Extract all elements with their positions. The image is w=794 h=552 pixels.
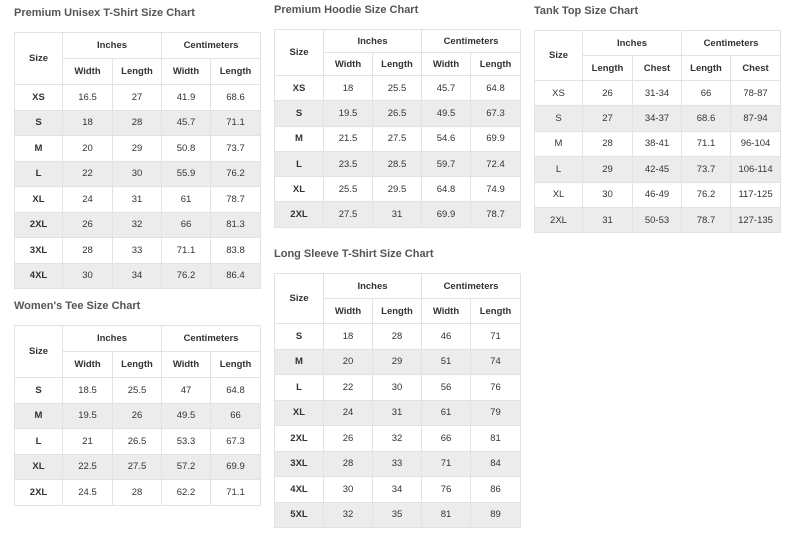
measurement-cell: 18.5 xyxy=(63,378,113,404)
measurement-cell: 25.5 xyxy=(113,378,162,404)
table-row xyxy=(535,81,781,106)
table-row xyxy=(15,85,261,111)
measurement-cell: 49.5 xyxy=(162,403,211,429)
measurement-cell: 61 xyxy=(422,400,471,426)
table-row xyxy=(15,238,261,264)
table-row xyxy=(15,187,261,213)
size-cell: 5XL xyxy=(275,502,324,528)
measurement-cell: 26.5 xyxy=(113,429,162,455)
column-header: Width xyxy=(422,299,471,324)
measurement-cell: 26 xyxy=(113,403,162,429)
measurement-cell: 24.5 xyxy=(63,480,113,506)
table-row xyxy=(15,403,261,429)
size-cell: XS xyxy=(275,76,324,101)
unit-group-header: Inches xyxy=(63,326,162,352)
table-row xyxy=(15,136,261,162)
measurement-cell: 54.6 xyxy=(422,126,471,151)
column-header: Width xyxy=(422,53,471,76)
measurement-cell: 25.5 xyxy=(373,76,422,101)
measurement-cell: 55.9 xyxy=(162,161,211,187)
measurement-cell: 106-114 xyxy=(731,157,781,182)
header-row-groups xyxy=(275,274,521,299)
measurement-cell: 26.5 xyxy=(373,101,422,126)
measurement-cell: 66 xyxy=(211,403,261,429)
size-table xyxy=(14,325,261,506)
measurement-cell: 66 xyxy=(162,212,211,238)
measurement-cell: 28.5 xyxy=(373,151,422,176)
measurement-cell: 67.3 xyxy=(211,429,261,455)
column-header: Width xyxy=(324,53,373,76)
measurement-cell: 30 xyxy=(324,477,373,503)
size-cell: S xyxy=(275,101,324,126)
measurement-cell: 67.3 xyxy=(471,101,521,126)
measurement-cell: 24 xyxy=(63,187,113,213)
table-row xyxy=(15,212,261,238)
measurement-cell: 78.7 xyxy=(682,207,731,232)
measurement-cell: 127-135 xyxy=(731,207,781,232)
measurement-cell: 29.5 xyxy=(373,177,422,202)
measurement-cell: 27.5 xyxy=(373,126,422,151)
measurement-cell: 27 xyxy=(583,106,633,131)
table-row xyxy=(275,126,521,151)
size-header: Size xyxy=(535,31,583,81)
measurement-cell: 50-53 xyxy=(633,207,682,232)
measurement-cell: 31 xyxy=(113,187,162,213)
measurement-cell: 25.5 xyxy=(324,177,373,202)
measurement-cell: 73.7 xyxy=(682,157,731,182)
measurement-cell: 31 xyxy=(373,202,422,227)
measurement-cell: 47 xyxy=(162,378,211,404)
table-row xyxy=(275,375,521,401)
size-cell: S xyxy=(535,106,583,131)
header-row-groups xyxy=(275,30,521,53)
measurement-cell: 74 xyxy=(471,349,521,375)
measurement-cell: 69.9 xyxy=(211,454,261,480)
measurement-cell: 46 xyxy=(422,324,471,350)
column-header: Length xyxy=(583,56,633,81)
column-header: Length xyxy=(471,53,521,76)
size-cell: XL xyxy=(15,187,63,213)
size-cell: XL xyxy=(275,177,324,202)
column-header: Width xyxy=(162,352,211,378)
measurement-cell: 64.8 xyxy=(422,177,471,202)
table-row xyxy=(275,502,521,528)
size-cell: S xyxy=(15,110,63,136)
size-cell: 3XL xyxy=(15,238,63,264)
column-header: Length xyxy=(682,56,731,81)
measurement-cell: 34-37 xyxy=(633,106,682,131)
column-header: Width xyxy=(63,59,113,85)
table-row xyxy=(275,202,521,227)
measurement-cell: 53.3 xyxy=(162,429,211,455)
premium-unisex-size-chart xyxy=(14,6,261,289)
size-cell: 2XL xyxy=(15,480,63,506)
measurement-cell: 117-125 xyxy=(731,182,781,207)
size-cell: 2XL xyxy=(275,426,324,452)
measurement-cell: 76.2 xyxy=(162,263,211,289)
womens-tee-size-chart xyxy=(14,299,261,506)
measurement-cell: 34 xyxy=(373,477,422,503)
size-header: Size xyxy=(15,326,63,378)
measurement-cell: 18 xyxy=(63,110,113,136)
unit-group-header: Centimeters xyxy=(422,30,521,53)
chart-title: Women's Tee Size Chart xyxy=(14,300,141,312)
measurement-cell: 22 xyxy=(63,161,113,187)
measurement-cell: 28 xyxy=(583,131,633,156)
measurement-cell: 71.1 xyxy=(162,238,211,264)
measurement-cell: 30 xyxy=(583,182,633,207)
size-cell: S xyxy=(275,324,324,350)
size-cell: M xyxy=(275,126,324,151)
unit-group-header: Centimeters xyxy=(682,31,781,56)
unit-group-header: Inches xyxy=(324,30,422,53)
measurement-cell: 45.7 xyxy=(162,110,211,136)
size-header: Size xyxy=(275,30,324,76)
table-row xyxy=(275,477,521,503)
long-sleeve-size-chart xyxy=(274,247,521,528)
premium-hoodie-size-chart xyxy=(274,3,521,228)
size-cell: XL xyxy=(275,400,324,426)
measurement-cell: 96-104 xyxy=(731,131,781,156)
measurement-cell: 72.4 xyxy=(471,151,521,176)
measurement-cell: 76 xyxy=(471,375,521,401)
table-row xyxy=(275,349,521,375)
size-cell: XS xyxy=(535,81,583,106)
size-cell: S xyxy=(15,378,63,404)
measurement-cell: 29 xyxy=(583,157,633,182)
measurement-cell: 49.5 xyxy=(422,101,471,126)
column-header: Length xyxy=(211,59,261,85)
measurement-cell: 22 xyxy=(324,375,373,401)
table-row xyxy=(275,426,521,452)
measurement-cell: 46-49 xyxy=(633,182,682,207)
column-header: Chest xyxy=(731,56,781,81)
size-cell: XL xyxy=(15,454,63,480)
measurement-cell: 31 xyxy=(583,207,633,232)
size-cell: M xyxy=(15,403,63,429)
table-row xyxy=(535,106,781,131)
size-cell: L xyxy=(15,429,63,455)
measurement-cell: 68.6 xyxy=(682,106,731,131)
measurement-cell: 76.2 xyxy=(211,161,261,187)
measurement-cell: 31 xyxy=(373,400,422,426)
size-cell: M xyxy=(15,136,63,162)
size-table xyxy=(274,273,521,528)
measurement-cell: 84 xyxy=(471,451,521,477)
table-row xyxy=(15,454,261,480)
unit-group-header: Centimeters xyxy=(422,274,521,299)
measurement-cell: 35 xyxy=(373,502,422,528)
measurement-cell: 32 xyxy=(373,426,422,452)
measurement-cell: 86.4 xyxy=(211,263,261,289)
unit-group-header: Inches xyxy=(63,33,162,59)
unit-group-header: Inches xyxy=(324,274,422,299)
measurement-cell: 62.2 xyxy=(162,480,211,506)
measurement-cell: 27 xyxy=(113,85,162,111)
measurement-cell: 42-45 xyxy=(633,157,682,182)
measurement-cell: 28 xyxy=(373,324,422,350)
measurement-cell: 87-94 xyxy=(731,106,781,131)
tank-top-size-chart xyxy=(534,4,781,233)
measurement-cell: 76.2 xyxy=(682,182,731,207)
table-row xyxy=(15,263,261,289)
size-cell: 4XL xyxy=(275,477,324,503)
size-cell: 2XL xyxy=(15,212,63,238)
chart-title: Tank Top Size Chart xyxy=(534,5,639,17)
table-row xyxy=(15,378,261,404)
measurement-cell: 16.5 xyxy=(63,85,113,111)
size-cell: 2XL xyxy=(535,207,583,232)
measurement-cell: 89 xyxy=(471,502,521,528)
measurement-cell: 45.7 xyxy=(422,76,471,101)
measurement-cell: 20 xyxy=(63,136,113,162)
chart-title: Premium Hoodie Size Chart xyxy=(274,4,419,16)
measurement-cell: 33 xyxy=(373,451,422,477)
chart-title: Long Sleeve T-Shirt Size Chart xyxy=(274,248,434,260)
table-row xyxy=(535,182,781,207)
measurement-cell: 57.2 xyxy=(162,454,211,480)
unit-group-header: Centimeters xyxy=(162,326,261,352)
measurement-cell: 71.1 xyxy=(682,131,731,156)
table-row xyxy=(275,101,521,126)
column-header: Length xyxy=(373,299,422,324)
measurement-cell: 56 xyxy=(422,375,471,401)
measurement-cell: 19.5 xyxy=(63,403,113,429)
measurement-cell: 76 xyxy=(422,477,471,503)
measurement-cell: 24 xyxy=(324,400,373,426)
measurement-cell: 34 xyxy=(113,263,162,289)
table-row xyxy=(15,110,261,136)
measurement-cell: 66 xyxy=(682,81,731,106)
measurement-cell: 69.9 xyxy=(422,202,471,227)
chart-title: Premium Unisex T-Shirt Size Chart xyxy=(14,7,195,19)
measurement-cell: 30 xyxy=(373,375,422,401)
table-row xyxy=(275,400,521,426)
measurement-cell: 61 xyxy=(162,187,211,213)
measurement-cell: 74.9 xyxy=(471,177,521,202)
unit-group-header: Centimeters xyxy=(162,33,261,59)
measurement-cell: 26 xyxy=(583,81,633,106)
size-cell: 4XL xyxy=(15,263,63,289)
measurement-cell: 86 xyxy=(471,477,521,503)
size-cell: L xyxy=(275,375,324,401)
size-cell: 2XL xyxy=(275,202,324,227)
size-header: Size xyxy=(15,33,63,85)
measurement-cell: 28 xyxy=(324,451,373,477)
table-row xyxy=(535,157,781,182)
measurement-cell: 59.7 xyxy=(422,151,471,176)
measurement-cell: 21.5 xyxy=(324,126,373,151)
size-cell: XS xyxy=(15,85,63,111)
measurement-cell: 83.8 xyxy=(211,238,261,264)
table-row xyxy=(275,324,521,350)
size-table xyxy=(274,29,521,228)
measurement-cell: 20 xyxy=(324,349,373,375)
measurement-cell: 81 xyxy=(422,502,471,528)
measurement-cell: 68.6 xyxy=(211,85,261,111)
header-row-groups xyxy=(15,326,261,352)
column-header: Length xyxy=(373,53,422,76)
measurement-cell: 23.5 xyxy=(324,151,373,176)
measurement-cell: 78.7 xyxy=(471,202,521,227)
unit-group-header: Inches xyxy=(583,31,682,56)
table-row xyxy=(15,161,261,187)
measurement-cell: 28 xyxy=(63,238,113,264)
measurement-cell: 32 xyxy=(113,212,162,238)
measurement-cell: 19.5 xyxy=(324,101,373,126)
measurement-cell: 71 xyxy=(471,324,521,350)
measurement-cell: 81 xyxy=(471,426,521,452)
column-header: Length xyxy=(471,299,521,324)
measurement-cell: 33 xyxy=(113,238,162,264)
column-header: Chest xyxy=(633,56,682,81)
measurement-cell: 21 xyxy=(63,429,113,455)
table-row xyxy=(275,151,521,176)
measurement-cell: 79 xyxy=(471,400,521,426)
table-row xyxy=(535,131,781,156)
measurement-cell: 32 xyxy=(324,502,373,528)
measurement-cell: 22.5 xyxy=(63,454,113,480)
table-row xyxy=(275,177,521,202)
measurement-cell: 31-34 xyxy=(633,81,682,106)
measurement-cell: 28 xyxy=(113,110,162,136)
table-row xyxy=(15,480,261,506)
measurement-cell: 41.9 xyxy=(162,85,211,111)
column-header: Length xyxy=(113,352,162,378)
measurement-cell: 71 xyxy=(422,451,471,477)
measurement-cell: 29 xyxy=(113,136,162,162)
size-header: Size xyxy=(275,274,324,324)
measurement-cell: 18 xyxy=(324,324,373,350)
measurement-cell: 71.1 xyxy=(211,110,261,136)
size-cell: L xyxy=(275,151,324,176)
size-table xyxy=(534,30,781,233)
column-header: Width xyxy=(63,352,113,378)
measurement-cell: 81.3 xyxy=(211,212,261,238)
measurement-cell: 26 xyxy=(63,212,113,238)
measurement-cell: 64.8 xyxy=(471,76,521,101)
measurement-cell: 71.1 xyxy=(211,480,261,506)
measurement-cell: 30 xyxy=(63,263,113,289)
size-cell: 3XL xyxy=(275,451,324,477)
measurement-cell: 78.7 xyxy=(211,187,261,213)
measurement-cell: 50.8 xyxy=(162,136,211,162)
measurement-cell: 78-87 xyxy=(731,81,781,106)
table-row xyxy=(275,451,521,477)
column-header: Width xyxy=(162,59,211,85)
measurement-cell: 73.7 xyxy=(211,136,261,162)
column-header: Width xyxy=(324,299,373,324)
size-cell: M xyxy=(535,131,583,156)
measurement-cell: 64.8 xyxy=(211,378,261,404)
table-row xyxy=(15,429,261,455)
size-cell: L xyxy=(535,157,583,182)
header-row-groups xyxy=(15,33,261,59)
column-header: Length xyxy=(113,59,162,85)
measurement-cell: 29 xyxy=(373,349,422,375)
measurement-cell: 27.5 xyxy=(324,202,373,227)
measurement-cell: 66 xyxy=(422,426,471,452)
measurement-cell: 69.9 xyxy=(471,126,521,151)
measurement-cell: 26 xyxy=(324,426,373,452)
size-cell: XL xyxy=(535,182,583,207)
measurement-cell: 18 xyxy=(324,76,373,101)
size-cell: M xyxy=(275,349,324,375)
table-row xyxy=(275,76,521,101)
size-cell: L xyxy=(15,161,63,187)
measurement-cell: 30 xyxy=(113,161,162,187)
measurement-cell: 38-41 xyxy=(633,131,682,156)
measurement-cell: 51 xyxy=(422,349,471,375)
measurement-cell: 27.5 xyxy=(113,454,162,480)
measurement-cell: 28 xyxy=(113,480,162,506)
header-row-groups xyxy=(535,31,781,56)
table-row xyxy=(535,207,781,232)
column-header: Length xyxy=(211,352,261,378)
size-table xyxy=(14,32,261,289)
